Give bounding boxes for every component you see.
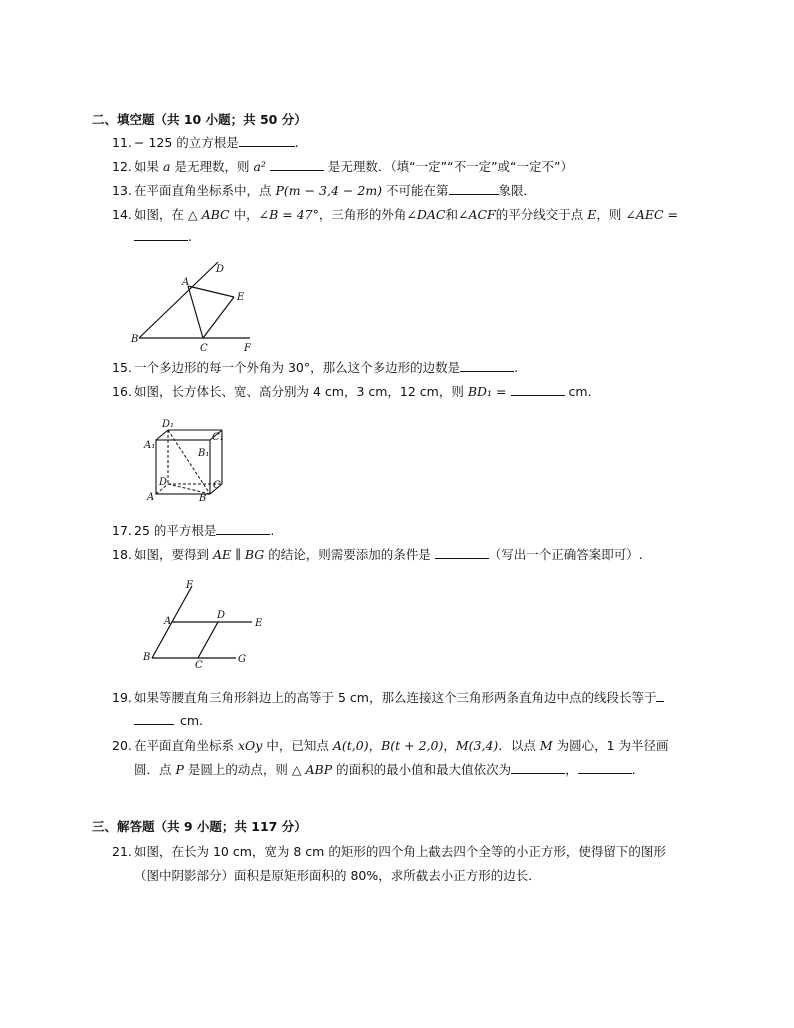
label-b: B <box>143 652 151 663</box>
answer-blank-max <box>578 761 632 774</box>
question-12: 12. 如果 a 是无理数，则 a² 是无理数．（填“一定”“不一定”或“一定不”） <box>112 159 574 174</box>
question-11: 11. − 125 的立方根是 . <box>112 135 299 150</box>
question-15: 15. 一个多边形的每一个外角为 30°，那么这个多边形的边数是 . <box>112 360 519 375</box>
answer-blank-min <box>511 761 565 774</box>
answer-blank <box>216 522 270 535</box>
question-19-answer-line: cm. <box>134 712 203 730</box>
segment-dc <box>198 622 218 658</box>
label-d1: D₁ <box>162 419 175 430</box>
question-13: 13. 在平面直角坐标系中，点 P(m − 3,4 − 2m) 不可能在第 象限． <box>112 183 537 198</box>
segment-ac <box>188 286 203 338</box>
label-f: F <box>244 343 251 354</box>
label-e: E <box>255 618 263 629</box>
question-14-answer-line: . <box>134 228 192 246</box>
question-16: 16. 如图，长方体长、宽、高分别为 4 cm，3 cm，12 cm，则 BD₁ = cm. <box>112 384 592 399</box>
label-b: B <box>131 334 139 345</box>
question-18: 18. 如图，要得到 AE ∥ BG 的结论，则需要添加的条件是 （写出一个正确答案即可）. <box>112 547 643 562</box>
answer-blank <box>134 228 188 241</box>
section-title-fill-in: 二、填空题（共 10 小题；共 50 分） <box>92 112 307 127</box>
label-f: F <box>186 580 193 591</box>
question-19: 19. 如果等腰直角三角形斜边上的高等于 5 cm，那么连接这个三角形两条直角边中点的线段长等于 <box>112 689 664 707</box>
label-a: A <box>147 492 155 503</box>
label-d: D <box>159 477 168 488</box>
label-a1: A₁ <box>144 440 156 451</box>
label-c: C <box>200 343 208 354</box>
label-b: B <box>199 493 207 504</box>
section-title-solutions: 三、解答题（共 9 小题；共 117 分） <box>92 819 307 834</box>
label-c: C <box>213 480 221 491</box>
label-g: G <box>238 654 246 665</box>
answer-blank <box>270 158 324 171</box>
answer-blank <box>239 134 295 147</box>
question-21-line2: （图中阴影部分）面积是原矩形面积的 80%，求所截去小正方形的边长． <box>134 868 541 883</box>
label-d: D <box>217 610 226 621</box>
answer-blank <box>449 182 499 195</box>
segment-ce <box>203 297 234 338</box>
line-bd <box>139 262 218 338</box>
answer-blank <box>511 383 565 396</box>
answer-blank <box>134 712 174 725</box>
question-21: 21. 如图，在长为 10 cm，宽为 8 cm 的矩形的四个角上截去四个全等的小正方形，使得留下的图形 <box>112 844 666 859</box>
answer-blank <box>460 359 514 372</box>
answer-blank-start <box>656 689 664 702</box>
triangle-figure <box>126 258 266 354</box>
question-20-line2: 圆．点 P 是圆上的动点，则 △ ABP 的面积的最小值和最大值依次为 ， . <box>134 762 636 777</box>
question-17: 17. 25 的平方根是 . <box>112 523 275 538</box>
question-14: 14. 如图，在 △ ABC 中，∠B = 47°，三角形的外角∠DAC和∠ACF的平分线交于点 E，则 ∠AEC = <box>112 207 678 222</box>
answer-blank <box>435 546 489 559</box>
segment-ae <box>188 286 234 297</box>
parallel-lines-figure <box>140 578 270 670</box>
label-b1: B₁ <box>198 448 210 459</box>
label-a: A <box>182 277 190 288</box>
label-a: A <box>164 616 172 627</box>
cuboid-figure <box>142 418 226 504</box>
label-c: C <box>195 660 203 670</box>
label-d: D <box>216 264 225 275</box>
label-e: E <box>237 292 245 303</box>
question-20: 20. 在平面直角坐标系 xOy 中，已知点 A(t,0)，B(t + 2,0)，M(3,4)．以点 M 为圆心，1 为半径画 <box>112 738 669 753</box>
label-c1: C₁ <box>212 432 224 443</box>
